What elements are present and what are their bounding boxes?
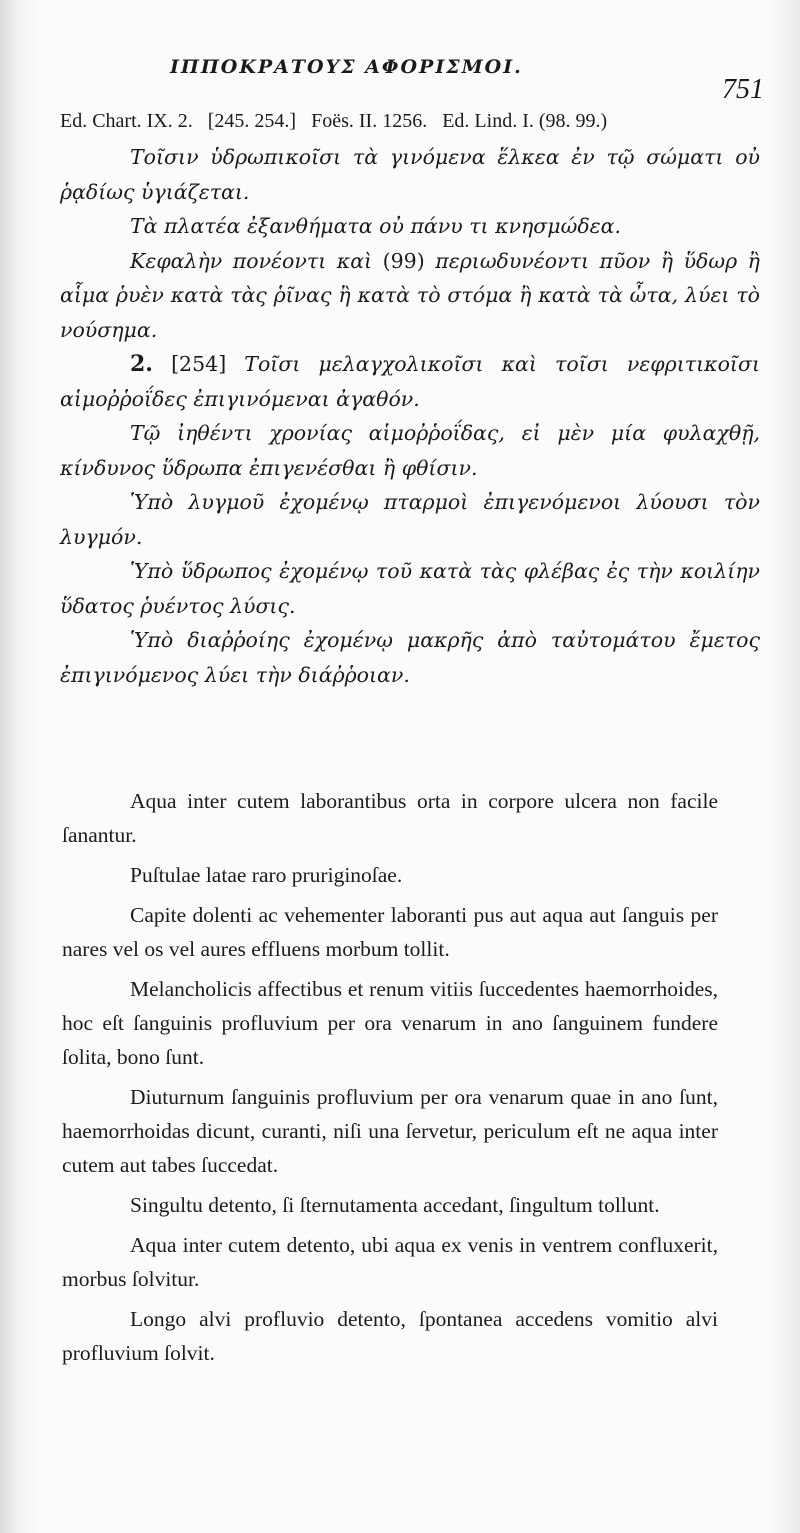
page-number: 751 — [722, 74, 764, 105]
latin-aphorism: Aqua inter cutem detento, ubi aqua ex venis in ventrem confluxerit, morbus ſolvitur. — [62, 1233, 718, 1291]
section-number: 2. — [130, 351, 153, 377]
greek-text-block — [60, 140, 760, 692]
greek-aphorism — [60, 244, 760, 348]
latin-aphorism: Aqua inter cutem laborantibus orta in corpore ulcera non facile ſanantur. — [62, 789, 718, 847]
latin-text-block — [62, 784, 718, 1376]
greek-aphorism-part: περιωδυνέοντι πῦον ἢ ὕδωρ ἢ αἷμα ῥυὲν κατὰ τὰς ῥῖνας ἢ κατὰ τὸ στόμα ἢ κατὰ τὰ ὦτα, λύει τὸ νούσημα. — [60, 248, 760, 342]
latin-aphorism: Melancholicis affectibus et renum vitiis ſuccedentes haemorrhoides, hoc eſt ſanguinis profluvium per ora venarum in ano ſanguinem fundere ſolita, bono ſunt. — [62, 977, 718, 1069]
edition-chart-ref: Ed. Chart. IX. 2. — [60, 110, 193, 132]
greek-aphorism: Τὰ πλατέα ἐξανθήματα οὐ πάνυ τι κνησμώδεα. — [130, 214, 622, 238]
edition-reference-line — [60, 110, 770, 133]
edition-foes-ref: Foës. II. 1256. — [311, 110, 428, 132]
greek-aphorism-part: Κεφαλὴν πονέοντι καὶ — [130, 248, 373, 273]
greek-aphorism: Τοῖσιν ὑδρωπικοῖσι τὰ γινόμενα ἕλκεα ἐν τῷ σώματι οὐ ῥᾳδίως ὑγιάζεται. — [60, 145, 760, 204]
latin-aphorism: Singultu detento, ſi ſternutamenta accedant, ſingultum tollunt. — [130, 1193, 660, 1217]
greek-aphorism-part: Τοῖσι μελαγχολικοῖσι καὶ τοῖσι νεφριτικοῖσι αἱμοῤῥοΐδες ἐπιγινόμεναι ἀγαθόν. — [60, 352, 760, 411]
latin-aphorism: Capite dolenti ac vehementer laboranti pus aut aqua aut ſanguis per nares vel os vel aures effluens morbum tollit. — [62, 903, 718, 961]
greek-aphorism: Ὑπὸ ὕδρωπος ἐχομένῳ τοῦ κατὰ τὰς φλέβας ἐς τὴν κοιλίην ὕδατος ῥυέντος λύσις. — [60, 559, 760, 618]
latin-aphorism: Diuturnum ſanguinis profluvium per ora venarum quae in ano ſunt, haemorrhoidas dicunt, curanti, niſi una ſervetur, periculum eſt ne aqua inter cutem aut tabes ſuccedat. — [62, 1085, 718, 1177]
greek-aphorism — [60, 347, 760, 416]
edition-lind-ref: Ed. Lind. I. (98. 99.) — [442, 110, 608, 132]
page-marker: (99) — [382, 248, 425, 273]
greek-aphorism: Τῷ ἰηθέντι χρονίας αἱμοῤῥοΐδας, εἰ μὲν μία φυλαχθῇ, κίνδυνος ὕδρωπα ἐπιγενέσθαι ἢ φθίσιν. — [60, 421, 760, 480]
page-marker: [254] — [171, 352, 227, 376]
greek-aphorism: Ὑπὸ λυγμοῦ ἐχομένῳ πταρμοὶ ἐπιγενόμενοι λύουσι τὸν λυγμόν. — [60, 490, 760, 549]
edition-pages-ref: [245. 254.] — [207, 110, 297, 132]
greek-aphorism: Ὑπὸ διαῤῥοίης ἐχομένῳ μακρῆς ἀπὸ ταὐτομάτου ἔμετος ἐπιγινόμενος λύει τὴν διάῤῥοιαν. — [60, 628, 760, 687]
latin-aphorism: Longo alvi profluvio detento, ſpontanea accedens vomitio alvi profluvium ſolvit. — [62, 1307, 718, 1365]
running-title: ΙΠΠΟΚΡΑΤΟΥΣ ΑΦΟΡΙΣΜΟΙ. — [170, 56, 523, 78]
latin-aphorism: Puſtulae latae raro pruriginoſae. — [130, 863, 403, 887]
